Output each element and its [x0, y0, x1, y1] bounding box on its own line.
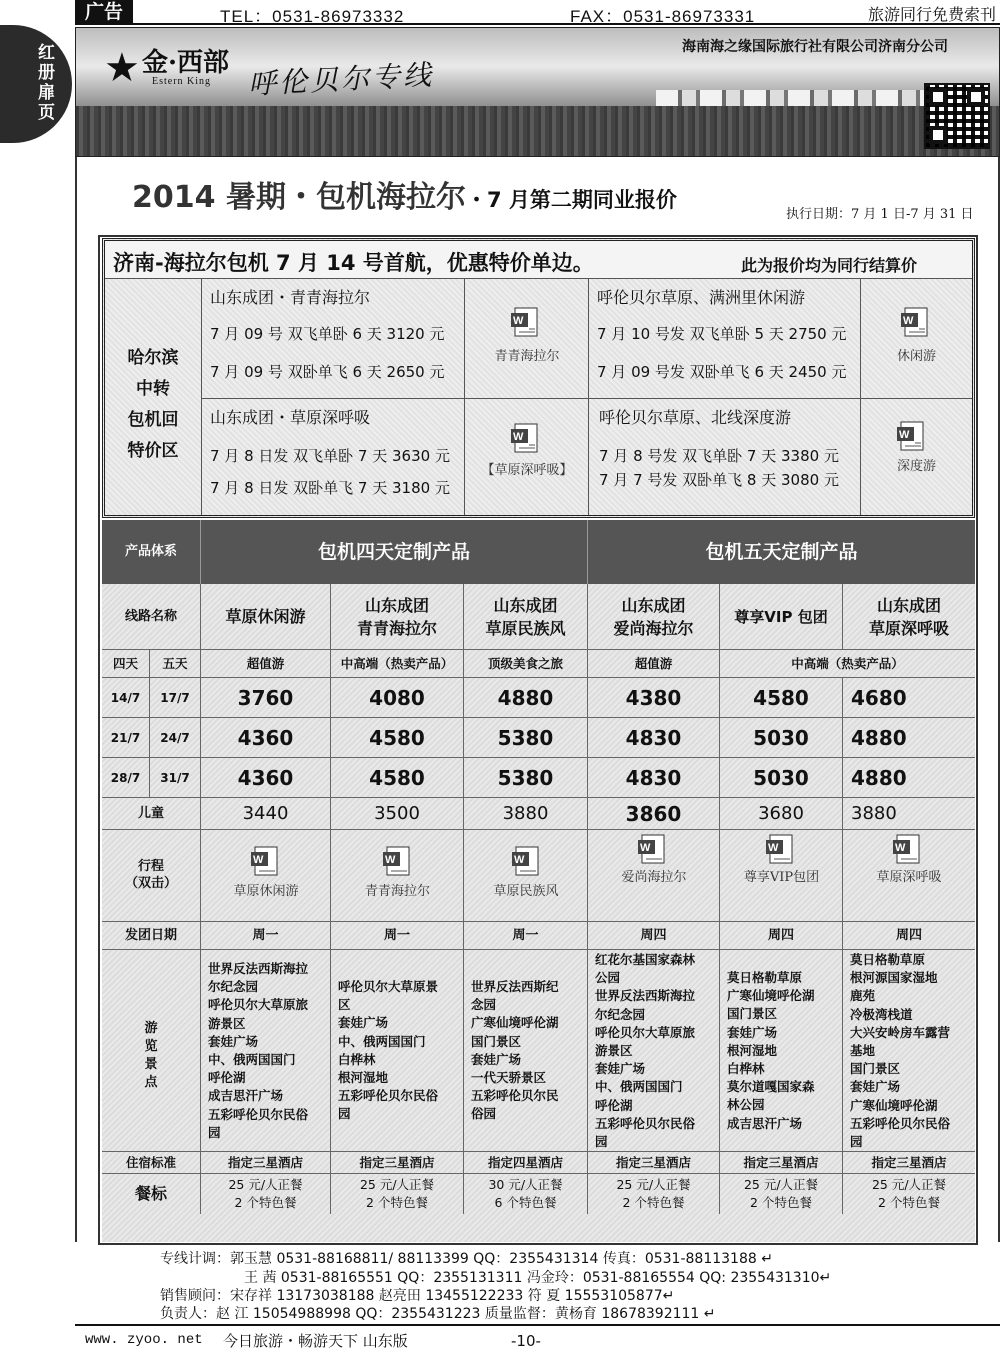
depart-day: 周一	[331, 922, 464, 949]
spot-item: 林公园	[727, 1097, 765, 1113]
price-cell: 4880	[464, 678, 588, 717]
meal-line: 2 个特色餐	[878, 1195, 940, 1210]
spots-list	[208, 960, 308, 1142]
offer-item	[202, 399, 465, 515]
spot-item: 念园	[471, 997, 497, 1013]
offer-title: 呼伦贝尔草原、北线深度游	[599, 408, 792, 427]
word-doc-icon[interactable]	[895, 419, 929, 453]
hotel-cell: 指定四星酒店	[464, 1152, 588, 1173]
spot-item: 游景区	[595, 1043, 633, 1059]
route-name-line: 爱尚海拉尔	[613, 619, 694, 638]
contact-line: 销售顾问：宋存祥 13173038188 赵亮田 13455122233 符 夏 15553105877↵	[160, 1288, 675, 1304]
spot-item: 国门景区	[850, 1061, 901, 1077]
spot-item: 五彩呼伦贝尔民俗	[850, 1115, 951, 1131]
spots-list	[727, 969, 815, 1133]
offer-line: 7 月 7 号发 双卧单飞 8 天 3080 元	[599, 471, 839, 489]
word-doc-icon[interactable]	[381, 844, 415, 878]
spot-item: 成吉思汗广场	[208, 1088, 284, 1104]
word-doc-icon[interactable]	[764, 832, 798, 866]
headline-main: 2014 暑期・包机海拉尔	[132, 180, 466, 215]
doc-label: 爱尚海拉尔	[621, 870, 687, 885]
group-5day: 包机五天定制产品	[705, 541, 858, 563]
depart-label: 发团日期	[102, 922, 201, 949]
meal-line: 2 个特色餐	[234, 1195, 297, 1210]
doc-label: 草原休闲游	[233, 884, 299, 899]
spot-item: 套娃广场	[208, 1033, 259, 1049]
spot-item: 游景区	[208, 1015, 246, 1031]
itinerary-label-line: 行程	[137, 859, 164, 874]
special-offer-header	[105, 241, 972, 279]
footer-site[interactable]: www. zyoo. net	[85, 1332, 203, 1348]
price-cell: 4080	[331, 678, 464, 717]
grade-cell: 超值游	[201, 650, 331, 677]
spot-item: 套娃广场	[595, 1061, 646, 1077]
itinerary-doc[interactable]	[720, 830, 843, 921]
spot-item: 俗园	[471, 1106, 497, 1122]
itinerary-doc[interactable]	[464, 830, 588, 921]
spot-item: 呼伦湖	[595, 1097, 633, 1113]
spots-list	[338, 978, 438, 1124]
offer-line: 7 月 09 号 双飞单卧 6 天 3120 元	[210, 325, 445, 343]
price-cell: 3760	[201, 678, 331, 717]
meal-row	[102, 1174, 975, 1214]
page-number: -10-	[511, 1332, 541, 1350]
meal-line: 25 元/人正餐	[228, 1177, 303, 1192]
spot-item: 莫尔道嘎国家森	[727, 1079, 815, 1095]
price-cell: 4360	[201, 718, 331, 757]
route-name	[331, 584, 464, 649]
spot-item: 国门景区	[471, 1033, 522, 1049]
spot-item: 广寒仙境呼伦湖	[471, 1015, 559, 1031]
price-cell: 4880	[851, 726, 907, 750]
spot-item: 尔纪念园	[595, 1006, 646, 1022]
svg-text:W: W	[640, 842, 651, 854]
spot-item: 呼伦贝尔大草原旅	[595, 1024, 696, 1040]
price-row	[102, 678, 975, 718]
price-row	[102, 758, 975, 798]
meal-label: 餐标	[102, 1174, 201, 1214]
route-name	[464, 584, 588, 649]
meal-cell	[588, 1174, 720, 1214]
spots-label-char: 景	[144, 1057, 158, 1072]
price-cell: 4580	[331, 758, 464, 797]
spot-item: 红花尔基国家森林	[595, 952, 696, 967]
spot-item: 一代天骄景区	[471, 1070, 547, 1086]
svg-text:W: W	[768, 842, 779, 854]
spot-item: 套娃广场	[338, 1015, 389, 1031]
offer-line: 7 月 09 号发 双卧单飞 6 天 2450 元	[597, 363, 847, 381]
day5-label: 五天	[150, 650, 201, 677]
svg-text:W: W	[514, 854, 525, 866]
spot-item: 世界反法西斯海拉	[208, 961, 309, 976]
hotel-row	[102, 1152, 975, 1174]
route-label: 线路名称	[102, 584, 201, 649]
spots-label-char: 览	[144, 1039, 158, 1054]
depart-day: 周一	[464, 922, 588, 949]
side-label-line: 包机回	[127, 410, 179, 430]
spot-item: 冷极湾栈道	[850, 1006, 913, 1022]
day4-label: 四天	[102, 650, 150, 677]
offer-doc-cell[interactable]	[861, 279, 972, 399]
contact-line: 专线计调：郭玉慧 0531-88168811/ 88113399 QQ：2355431314 传真：0531-88113188 ↵	[160, 1251, 773, 1267]
meal-line: 2 个特色餐	[366, 1195, 428, 1210]
offer-item	[589, 399, 861, 515]
spot-item: 园	[338, 1106, 351, 1122]
spot-item: 国门景区	[727, 1006, 778, 1022]
route-row	[102, 584, 975, 650]
spot-item: 区	[338, 997, 351, 1013]
word-doc-icon[interactable]	[899, 305, 933, 339]
meal-cell	[331, 1174, 464, 1214]
offer-item	[202, 279, 465, 399]
spots-list	[595, 951, 695, 1151]
spots-cell	[843, 950, 975, 1151]
spot-item: 呼伦贝尔大草原旅	[208, 997, 309, 1013]
special-offer-side-label	[105, 279, 202, 515]
svg-text:W: W	[895, 842, 906, 854]
hotel-cell: 指定三星酒店	[871, 1155, 947, 1170]
spots-label-char: 游	[144, 1021, 158, 1036]
side-label-line: 特价区	[127, 441, 179, 461]
grade-cell: 中高端（热卖产品）	[331, 650, 464, 677]
system-label: 产品体系	[102, 520, 201, 584]
svg-text:W: W	[513, 315, 524, 327]
doc-label: 青青海拉尔	[494, 349, 560, 364]
side-label-line: 中转	[136, 379, 170, 399]
offer-line: 7 月 8 日发 双飞单卧 7 天 3630 元	[210, 447, 450, 465]
svg-text:W: W	[903, 315, 914, 327]
headline-sub: ・7 月第二期同业报价	[465, 188, 677, 212]
grade-cell: 中高端（热卖产品）	[791, 656, 904, 671]
grade-cell: 顶级美食之旅	[464, 650, 588, 677]
date-5day: 17/7	[150, 678, 201, 717]
doc-label: 尊享VIP包团	[743, 870, 820, 885]
banner-slogan: 呼伦贝尔专线	[247, 58, 435, 101]
route-name	[843, 584, 975, 649]
depart-day: 周四	[588, 922, 720, 949]
spot-item: 套娃广场	[727, 1024, 778, 1040]
spot-item: 根河源国家湿地	[850, 970, 938, 986]
spot-item: 根河湿地	[727, 1042, 778, 1058]
price-cell: 5030	[720, 758, 843, 797]
spots-cell	[331, 950, 464, 1151]
logo-subtext: Estern King	[152, 76, 212, 87]
price-cell: 5380	[464, 718, 588, 757]
fax-number: FAX：0531-86973331	[570, 7, 756, 26]
route-name-line: 山东成团	[493, 596, 558, 615]
spot-item: 世界反法西斯海拉	[595, 988, 696, 1004]
price-cell: 4830	[588, 718, 720, 757]
itinerary-doc[interactable]	[201, 830, 331, 921]
logo	[90, 36, 240, 91]
spot-item: 白桦林	[727, 1061, 765, 1077]
doc-label: 青青海拉尔	[364, 884, 430, 899]
price-cell: 4360	[201, 758, 331, 797]
itinerary-doc[interactable]	[588, 830, 720, 921]
meal-cell	[201, 1174, 331, 1214]
offer-title: 呼伦贝尔草原、满洲里休闲游	[597, 288, 806, 307]
spot-item: 白桦林	[338, 1051, 376, 1067]
offer-line: 7 月 8 日发 双卧单飞 7 天 3180 元	[210, 479, 450, 497]
spot-item: 中、俄两国国门	[595, 1079, 683, 1095]
itinerary-doc[interactable]	[331, 830, 464, 921]
svg-text:W: W	[899, 429, 910, 441]
route-name	[588, 584, 720, 649]
grade-cell: 超值游	[588, 650, 720, 677]
depart-day: 周四	[895, 928, 922, 943]
word-doc-icon[interactable]	[510, 844, 544, 878]
doc-label: 草原民族风	[493, 884, 559, 899]
spot-item: 套娃广场	[850, 1079, 901, 1095]
spot-item: 园	[595, 1134, 608, 1150]
meal-line: 30 元/人正餐	[488, 1177, 563, 1192]
offer-doc-cell[interactable]	[465, 399, 589, 515]
date-4day: 14/7	[102, 678, 150, 717]
route-name-line: 山东成团	[876, 596, 941, 615]
depart-day: 周四	[720, 922, 843, 949]
contact-line: 负责人：赵 江 15054988998 QQ：2355431223 质量监督：黄杨育 18678392111 ↵	[160, 1306, 716, 1322]
route-name: 尊享VIP 包团	[720, 584, 843, 649]
price-row	[102, 718, 975, 758]
svg-text:W: W	[385, 854, 396, 866]
child-price: 3860	[588, 798, 720, 829]
spots-cell	[720, 950, 843, 1151]
child-price: 3880	[851, 803, 897, 824]
offer-line: 7 月 10 号发 双飞单卧 5 天 2750 元	[597, 325, 847, 343]
hotel-cell: 指定三星酒店	[201, 1152, 331, 1173]
group-4day: 包机四天定制产品	[201, 520, 588, 584]
route-name-line: 青青海拉尔	[356, 619, 437, 638]
spots-list	[850, 951, 950, 1151]
spots-cell	[201, 950, 331, 1151]
spot-item: 成吉思汗广场	[727, 1115, 803, 1131]
spot-item: 大兴安岭房车露营	[850, 1024, 951, 1040]
spots-row	[102, 950, 975, 1152]
grass-decoration	[76, 106, 1000, 157]
side-tab-char: 扉	[38, 83, 55, 103]
price-cell: 4680	[851, 686, 907, 710]
offer-doc-cell[interactable]	[465, 279, 589, 399]
word-doc-icon[interactable]	[636, 832, 670, 866]
doc-label: 草原深呼吸	[876, 870, 942, 885]
special-offer-note: 此为报价均为同行结算价	[741, 256, 918, 275]
offer-doc-cell[interactable]	[861, 399, 972, 515]
word-doc-icon[interactable]	[891, 832, 925, 866]
spot-item: 广寒仙境呼伦湖	[727, 988, 815, 1004]
footer	[75, 1324, 1000, 1354]
spot-item: 园	[208, 1124, 221, 1140]
child-price: 3880	[464, 798, 588, 829]
date-4day: 28/7	[102, 758, 150, 797]
meal-line: 25 元/人正餐	[359, 1177, 435, 1192]
offer-title: 山东成团・草原深呼吸	[210, 408, 371, 427]
meal-line: 6 个特色餐	[494, 1195, 557, 1210]
hotel-cell: 指定三星酒店	[720, 1152, 843, 1173]
itinerary-label-line: （双击）	[124, 876, 177, 891]
spot-item: 中、俄两国国门	[338, 1033, 426, 1049]
svg-text:W: W	[253, 854, 264, 866]
ad-label: 广告	[75, 0, 133, 25]
grade-row	[102, 650, 975, 678]
itinerary-label	[102, 830, 201, 921]
date-5day: 31/7	[150, 758, 201, 797]
special-offer-title: 济南-海拉尔包机 7 月 14 号首航，优惠特价单边。	[113, 251, 594, 275]
spot-item: 广寒仙境呼伦湖	[850, 1097, 938, 1113]
offer-item	[589, 279, 861, 399]
product-table	[102, 520, 975, 1242]
headline	[132, 172, 677, 216]
spots-cell	[588, 950, 720, 1151]
index-text: 旅游同行免费索刊	[867, 5, 996, 24]
depart-day: 周一	[201, 922, 331, 949]
price-cell: 4580	[720, 678, 843, 717]
price-cell: 4830	[588, 758, 720, 797]
meal-line: 25 元/人正餐	[743, 1177, 819, 1192]
side-tab-char: 页	[38, 103, 55, 123]
svg-text:W: W	[513, 431, 524, 443]
meal-cell	[843, 1174, 975, 1214]
itinerary-row	[102, 830, 975, 922]
child-price: 3500	[331, 798, 464, 829]
hotel-cell: 指定三星酒店	[588, 1152, 720, 1173]
special-offer-section	[102, 238, 975, 518]
meal-line: 25 元/人正餐	[871, 1177, 947, 1192]
logo-text: 金·西部	[142, 48, 230, 78]
tel-number: TEL：0531-86973332	[220, 7, 405, 26]
footer-slogan: 今日旅游・畅游天下 山东版	[223, 1332, 408, 1350]
hotel-cell: 指定三星酒店	[331, 1152, 464, 1173]
spot-item: 五彩呼伦贝尔民俗	[595, 1115, 696, 1131]
side-tab-char: 册	[38, 63, 55, 83]
spots-label-char: 点	[144, 1075, 158, 1090]
meal-line: 2 个特色餐	[622, 1195, 685, 1210]
spots-cell	[464, 950, 588, 1151]
child-row	[102, 798, 975, 830]
top-strip	[75, 0, 1000, 25]
side-label-line: 哈尔滨	[127, 348, 179, 368]
route-name-line: 草原民族风	[485, 619, 566, 638]
meal-cell	[464, 1174, 588, 1214]
price-cell: 4880	[851, 766, 907, 790]
price-cell: 4580	[331, 718, 464, 757]
price-cell: 5030	[720, 718, 843, 757]
spot-item: 莫日格勒草原	[850, 952, 926, 967]
price-cell: 4380	[588, 678, 720, 717]
spot-item: 鹿苑	[850, 988, 876, 1004]
offer-line: 7 月 09 号 双卧单飞 6 天 2650 元	[210, 363, 445, 381]
spot-item: 套娃广场	[471, 1051, 522, 1067]
doc-label: 休闲游	[896, 349, 936, 364]
date-5day: 24/7	[150, 718, 201, 757]
route-name: 草原休闲游	[201, 584, 331, 649]
spot-item: 五彩呼伦贝尔民俗	[208, 1106, 309, 1122]
word-doc-icon[interactable]	[249, 844, 283, 878]
star-icon: ★	[104, 45, 140, 91]
offer-title: 山东成团・青青海拉尔	[210, 288, 371, 307]
spot-item: 五彩呼伦贝尔民俗	[338, 1088, 439, 1104]
meal-line: 2 个特色餐	[750, 1195, 812, 1210]
spot-item: 公园	[595, 970, 621, 986]
child-price: 3440	[201, 798, 331, 829]
route-name-line: 山东成团	[621, 596, 686, 615]
spot-item: 基地	[850, 1043, 876, 1059]
spot-item: 呼伦贝尔大草原景	[338, 979, 439, 994]
spot-item: 根河湿地	[338, 1070, 389, 1086]
doc-label: 深度游	[896, 459, 936, 474]
child-label: 儿童	[102, 798, 201, 829]
spot-item: 中、俄两国国门	[208, 1052, 296, 1068]
doc-label: 【草原深呼吸】	[481, 463, 573, 478]
route-name-line: 草原深呼吸	[868, 619, 949, 638]
word-doc-icon[interactable]	[509, 305, 543, 339]
offer-line: 7 月 8 号发 双飞单卧 7 天 3380 元	[599, 447, 839, 465]
hotel-label: 住宿标准	[102, 1152, 201, 1173]
spot-item: 园	[850, 1134, 863, 1150]
meal-cell	[720, 1174, 843, 1214]
banner	[75, 27, 1000, 157]
child-price: 3680	[720, 798, 843, 829]
spot-item: 呼伦湖	[208, 1070, 246, 1086]
spots-list	[471, 978, 559, 1124]
date-4day: 21/7	[102, 718, 150, 757]
spot-item: 莫日格勒草原	[727, 970, 803, 985]
spot-item: 世界反法西斯纪	[471, 979, 559, 994]
spots-label	[102, 950, 201, 1151]
meal-line: 25 元/人正餐	[616, 1177, 691, 1192]
spot-item: 尔纪念园	[208, 979, 259, 995]
route-name-line: 山东成团	[364, 596, 429, 615]
word-doc-icon[interactable]	[509, 421, 543, 455]
table-group-header	[102, 520, 975, 584]
execution-date: 执行日期：7 月 1 日-7 月 31 日	[786, 207, 974, 222]
depart-row	[102, 922, 975, 950]
spot-item: 五彩呼伦贝尔民	[471, 1088, 559, 1104]
company-name: 海南海之缘国际旅行社有限公司济南分公司	[682, 39, 948, 55]
price-cell: 5380	[464, 758, 588, 797]
qr-code-icon	[924, 83, 990, 149]
side-tab	[0, 25, 72, 143]
itinerary-doc[interactable]	[843, 830, 975, 921]
contact-line: 王 茜 0531-88165551 QQ：2355131311 冯金玲：0531-88165554 QQ: 2355431310↵	[244, 1270, 832, 1286]
side-tab-char: 红	[38, 43, 55, 63]
